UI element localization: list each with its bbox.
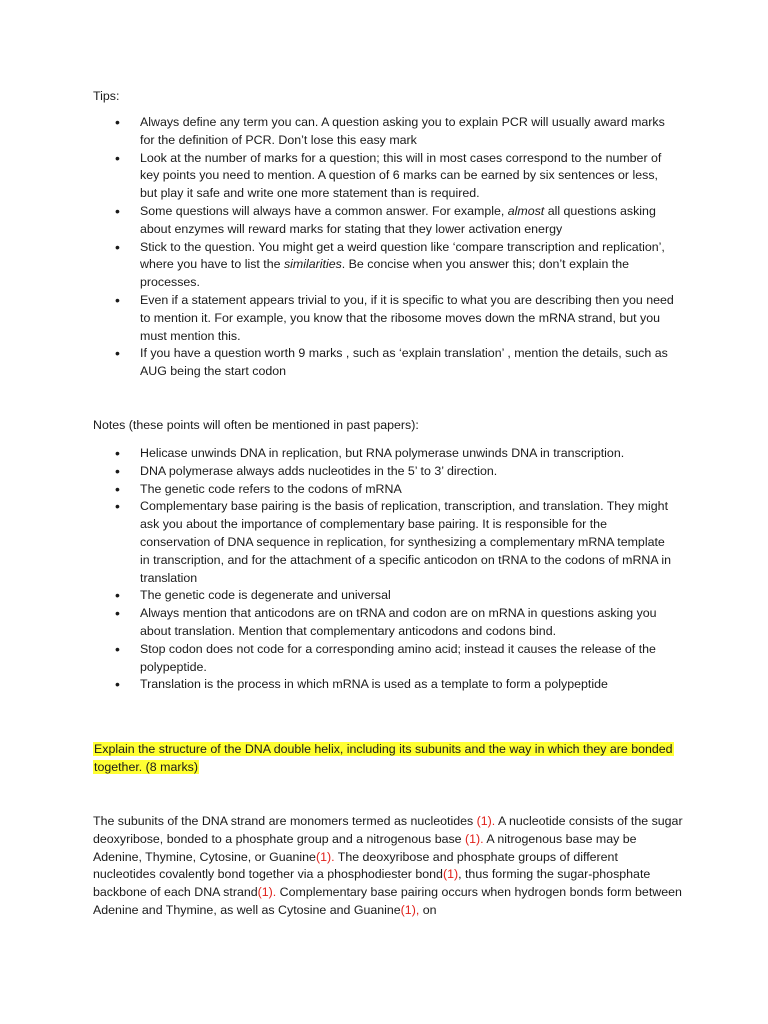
answer-text: , thus forming the sugar-phosphate backbone of each DNA strand — [93, 867, 651, 900]
notes-list-item — [0, 676, 768, 694]
model-answer-paragraph — [93, 813, 683, 920]
question-highlight: Explain the structure of the DNA double helix, including its subunits and the way in which they are bonded together. (8 marks) — [94, 742, 673, 774]
list-item-text: Even if a statement appears trivial to you, if it is specific to what you are describing then you need to mention it. For example, you know that the ribosome moves down the mRNA strand, but you must mention this. — [140, 292, 674, 343]
list-item-text: Helicase unwinds DNA in replication, but RNA polymerase unwinds DNA in transcription. — [140, 446, 625, 460]
notes-list-item — [0, 605, 768, 641]
list-item-text: all questions asking about enzymes will reward marks for stating that they lower activation energy — [140, 203, 656, 236]
mark-indicator: (1). — [257, 885, 277, 900]
exam-question — [93, 741, 683, 777]
answer-text: on — [419, 902, 437, 917]
answer-text: A nitrogenous base may be Adenine, Thymine, Cytosine, or Guanine — [93, 831, 637, 864]
list-item-text: DNA polymerase always adds nucleotides in the 5’ to 3’ direction. — [140, 463, 498, 478]
notes-list-item — [0, 481, 768, 499]
tips-list-item — [0, 239, 768, 292]
list-item-text: Complementary base pairing is the basis of replication, transcription, and translation. They might ask you about the importance of complementary base pairing. It is responsible for the conservation of DNA sequence in replication, for synthesizing a complementary mRNA template in transcription, and for the attachment of a specific anticodon on tRNA to the codons of mRNA in translation — [140, 499, 672, 585]
notes-list-item — [0, 445, 768, 463]
list-item-text: Some questions will always have a common answer. For example, — [140, 203, 508, 218]
mark-indicator: (1), — [400, 902, 420, 917]
notes-list-item — [0, 498, 768, 587]
mark-indicator: (1) — [442, 867, 459, 882]
tips-list-item — [0, 114, 768, 150]
list-item-text: Translation is the process in which mRNA is used as a template to form a polypeptide — [140, 677, 608, 692]
list-item-text: The genetic code refers to the codons of mRNA — [140, 481, 402, 496]
list-item-text: Look at the number of marks for a question; this will in most cases correspond to the number of key points you need to mention. A question of 6 marks can be earned by six sentences or less, but play it safe and write one more statement than is required. — [140, 150, 662, 201]
emphasis-text: similarities — [283, 257, 342, 272]
list-item-text: Stop codon does not code for a corresponding amino acid; instead it causes the release of the polypeptide. — [140, 641, 656, 674]
answer-text: The deoxyribose and phosphate groups of different nucleotides covalently bond together via a phosphodiester bond — [93, 849, 618, 882]
tips-list-item — [0, 203, 768, 239]
notes-list-item — [0, 587, 768, 605]
list-item-text: If you have a question worth 9 marks , such as ‘explain translation’ , mention the details, such as AUG being the start codon — [140, 346, 668, 379]
answer-text: A nucleotide consists of the sugar deoxyribose, bonded to a phosphate group and a nitrogenous base — [93, 814, 683, 846]
notes-heading: Notes (these points will often be mentioned in past papers): — [93, 418, 419, 432]
mark-indicator: (1). — [476, 814, 496, 828]
tips-heading: Tips: — [93, 89, 120, 103]
answer-text: The subunits of the DNA strand are monomers termed as nucleotides — [93, 814, 477, 828]
tips-list-item — [0, 292, 768, 345]
emphasis-text: almost — [507, 203, 545, 218]
mark-indicator: (1). — [315, 849, 335, 864]
list-item-text: Stick to the question. You might get a weird question like ‘compare transcription and replication’, where you have to list the — [140, 239, 665, 272]
tips-list — [0, 114, 768, 381]
notes-list-item — [0, 641, 768, 677]
tips-list-item — [0, 345, 768, 381]
list-item-text: The genetic code is degenerate and universal — [140, 588, 391, 603]
answer-text: Complementary base pairing occurs when hydrogen bonds form between Adenine and Thymine, as well as Cytosine and Guanine — [93, 885, 682, 917]
notes-list-item — [0, 463, 768, 481]
list-item-text: Always mention that anticodons are on tRNA and codon are on mRNA in questions asking you about translation. Mention that complementary anticodons and codons bind. — [140, 606, 657, 638]
list-item-text: . Be concise when you answer this; don’t explain the processes. — [140, 257, 629, 290]
notes-list — [0, 445, 768, 694]
mark-indicator: (1). — [465, 831, 484, 846]
list-item-text: Always define any term you can. A question asking you to explain PCR will usually award marks for the definition of PCR. Don’t lose this easy mark — [140, 115, 665, 147]
tips-list-item — [0, 150, 768, 203]
